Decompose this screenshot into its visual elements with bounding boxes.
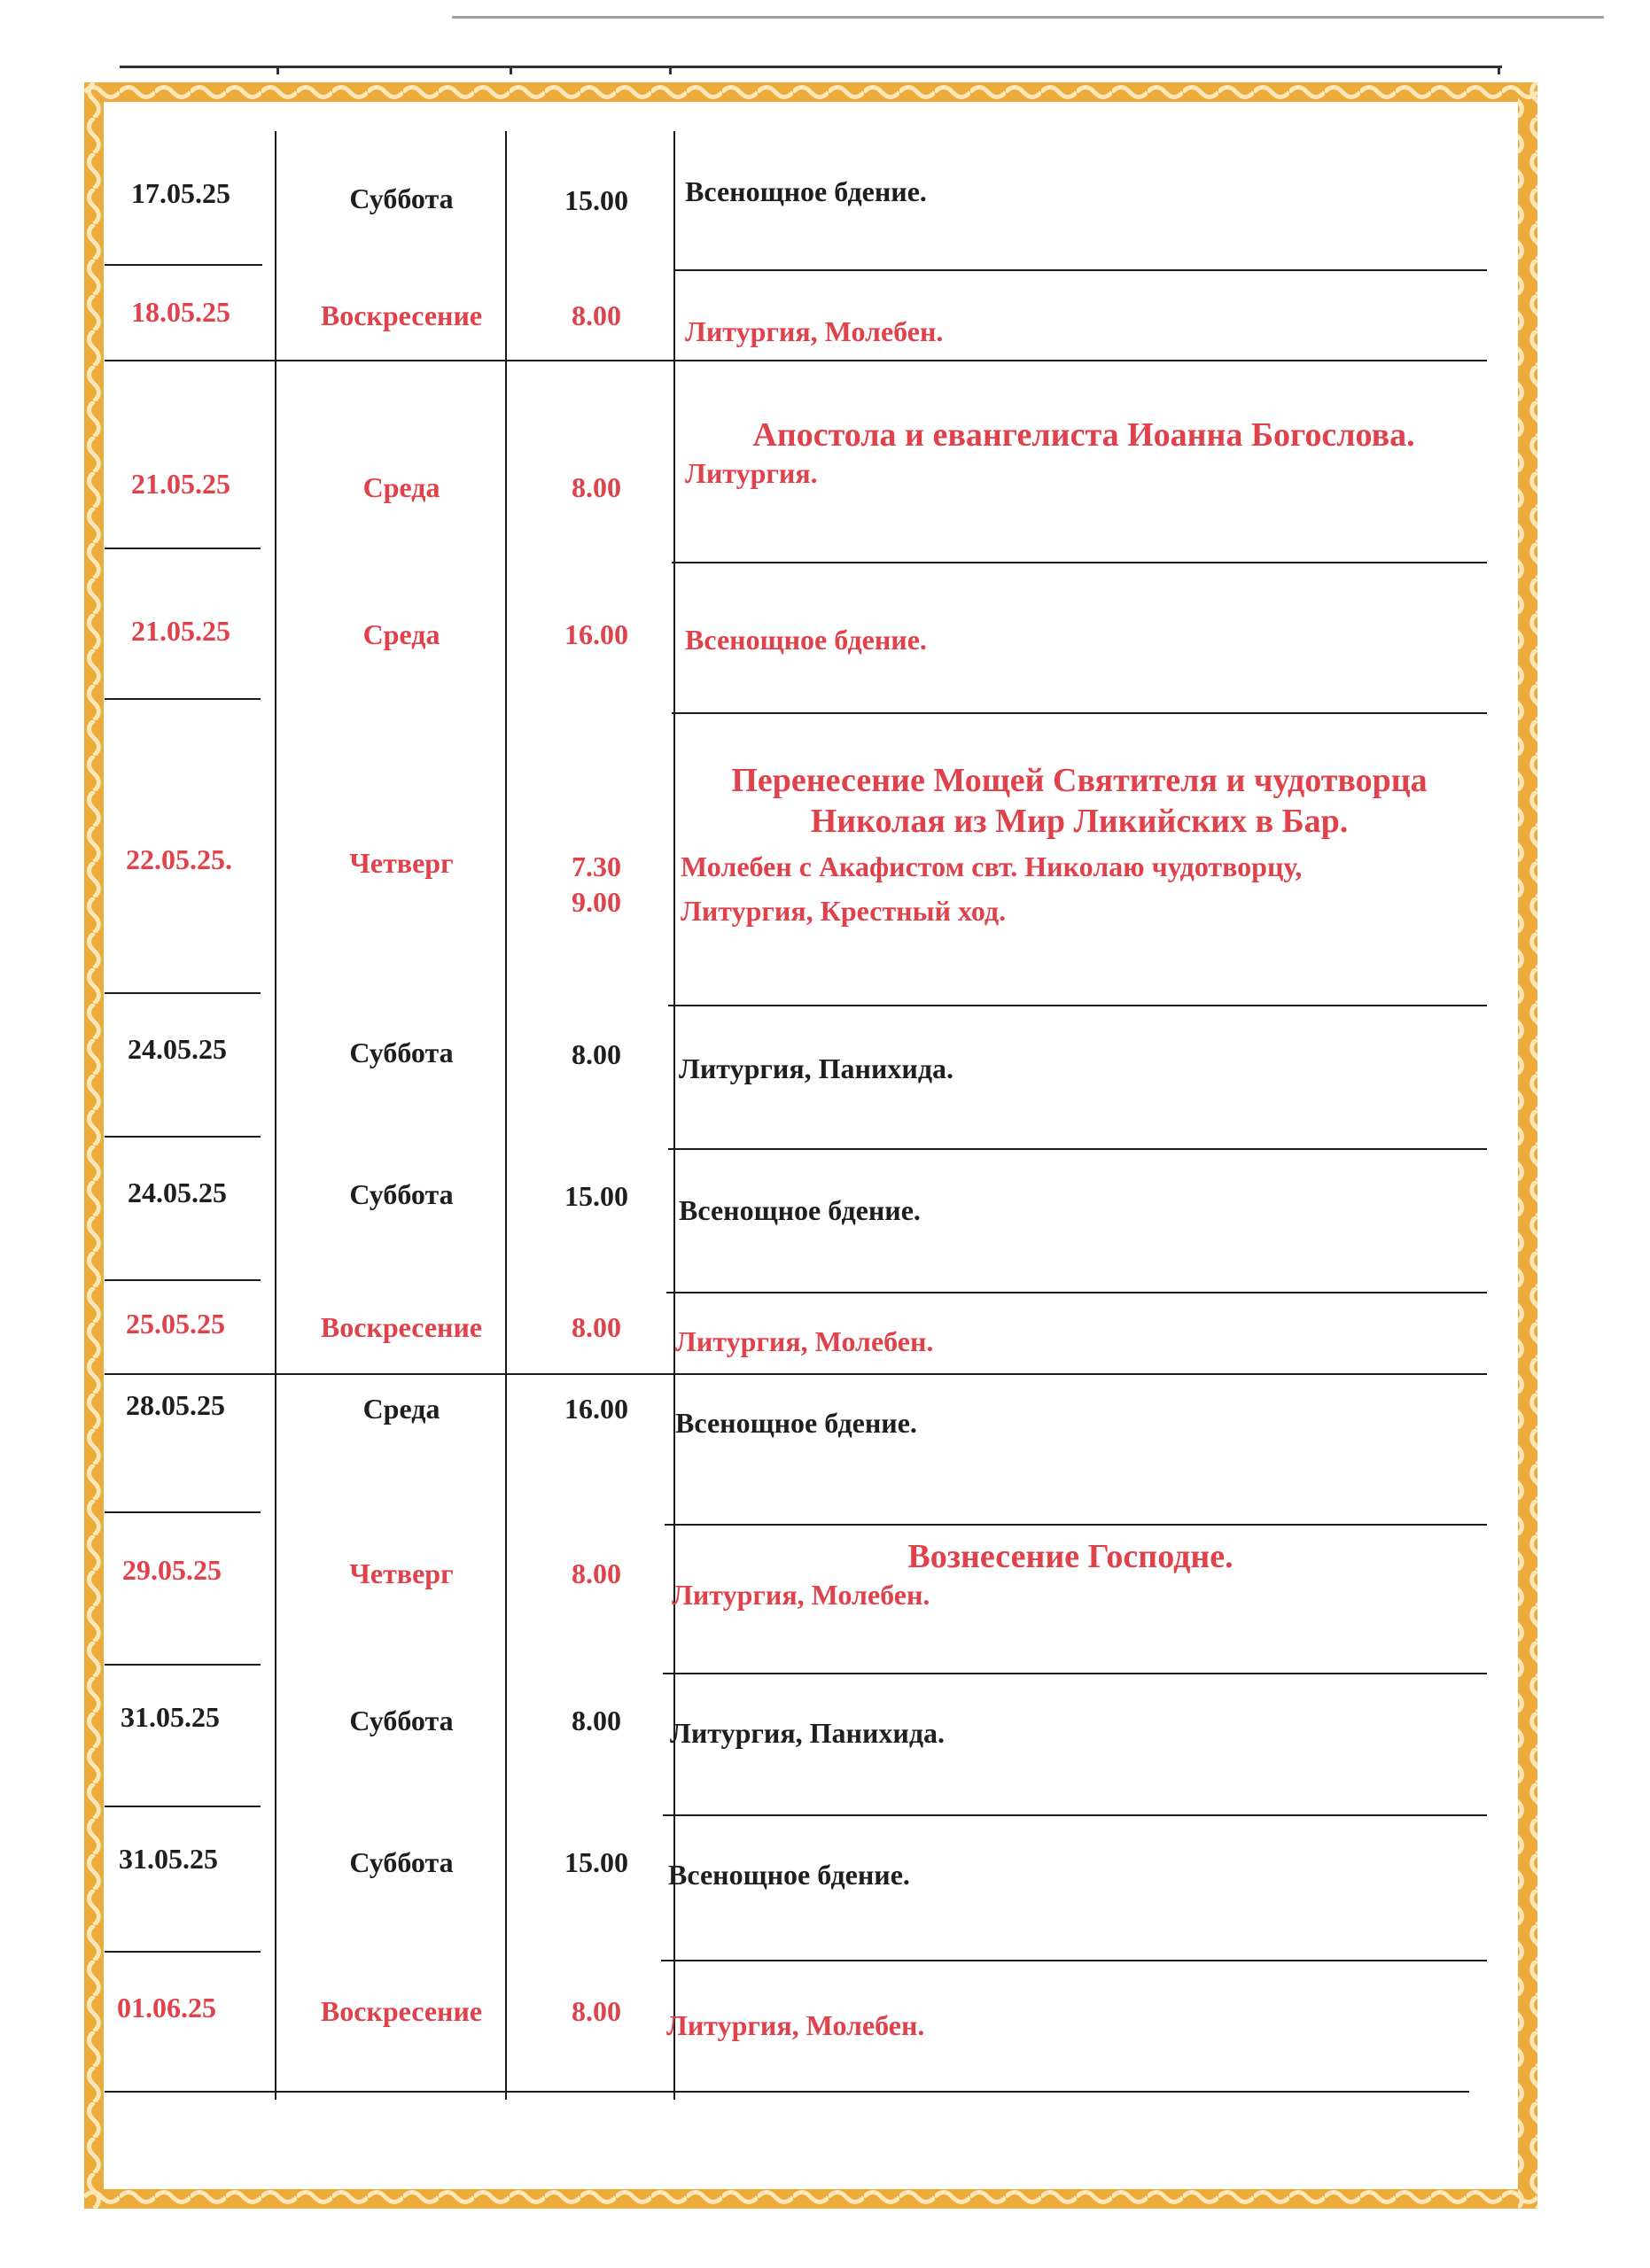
time-cell: 15.00 [564,184,628,216]
feast-title-line2: Николая из Мир Ликийских в Бар. [810,803,1349,840]
weekday-cell: Воскресение [320,1995,483,2027]
weekday-cell: Суббота [349,1846,454,1878]
table-row [105,707,1487,999]
time-cell: 8.00 [572,1557,621,1589]
feast-title: Перенесение Мощей Святителя и чудотворца [731,762,1428,799]
row-divider [105,1806,261,1807]
table-row [105,1283,1487,1380]
time-cell [512,849,681,920]
table-row [105,1518,1487,1669]
table-row [105,131,1487,264]
weekday-cell: Среда [362,1393,440,1425]
service-cell [681,760,1478,928]
date-cell: 22.05.25. [126,843,232,875]
table-row [105,1667,1487,1809]
row-divider [105,1951,261,1953]
date-cell: 24.05.25 [128,1033,227,1065]
service-cell: Всенощное бдение. [675,1407,917,1439]
date-cell: 21.05.25 [131,615,230,647]
service-description: Литургия. [685,457,818,489]
scan-tick [669,66,672,74]
row-divider [105,2091,1469,2093]
row-divider [105,698,261,700]
service-schedule-table [105,131,1487,2098]
time-cell: 16.00 [564,1393,628,1425]
weekday-cell: Четверг [349,847,454,879]
row-divider [105,548,261,549]
date-cell: 31.05.25 [119,1843,218,1875]
table-row [105,555,1487,705]
date-cell: 21.05.25 [131,468,230,500]
time-cell: 8.00 [572,1038,621,1070]
table-top-edge [120,66,1502,68]
date-cell: 18.05.25 [131,296,230,328]
weekday-cell: Воскресение [320,299,483,331]
weekday-cell: Воскресение [320,1311,483,1343]
time-cell: 8.00 [572,1995,621,2027]
row-divider [105,992,261,994]
service-cell: Литургия, Панихида. [670,1717,946,1749]
weekday-cell: Среда [362,471,440,503]
time-second: 9.00 [572,886,621,918]
service-cell: Всенощное бдение. [668,1859,910,1891]
service-cell: Всенощное бдение. [685,624,927,656]
table-row [105,1141,1487,1283]
date-cell: 24.05.25 [128,1177,227,1208]
service-cell: Литургия, Панихида. [679,1052,954,1084]
time-cell: 8.00 [572,1311,621,1343]
date-cell: 17.05.25 [131,177,230,209]
weekday-cell: Четверг [349,1557,454,1589]
time-cell: 15.00 [564,1846,628,1878]
time-cell: 15.00 [564,1180,628,1212]
service-cell: Литургия, Молебен. [666,2009,925,2041]
service-description: Молебен с Акафистом свт. Николаю чудотворцу, [681,850,1303,882]
table-row [105,360,1487,555]
feast-title: Апостола и евангелиста Иоанна Богослова. [752,416,1415,454]
service-cell: Литургия, Молебен. [685,315,944,347]
feast-title: Вознесение Господне. [907,1538,1234,1575]
time-cell: 8.00 [572,471,621,503]
weekday-cell: Суббота [349,1178,454,1210]
row-divider [105,1511,261,1513]
date-cell: 01.06.25 [117,1992,216,2023]
weekday-cell: Суббота [349,1037,454,1068]
time-cell: 8.00 [572,1705,621,1736]
scan-tick [510,66,512,74]
date-cell: 28.05.25 [126,1389,225,1421]
row-divider [105,1664,261,1666]
date-cell: 31.05.25 [121,1701,220,1733]
weekday-cell: Суббота [349,1705,454,1736]
service-cell [672,1536,1469,1612]
scan-tick [276,66,279,74]
table-row [105,1375,1487,1517]
service-cell [685,415,1483,491]
scan-tick [1498,66,1500,74]
service-description-line2: Литургия, Крестный ход. [681,895,1007,927]
weekday-cell: Суббота [349,183,454,214]
service-cell: Всенощное бдение. [679,1194,921,1226]
table-row [105,999,1487,1141]
row-divider [105,1279,261,1281]
scan-edge-line [452,16,1604,19]
weekday-cell: Среда [362,618,440,650]
service-cell: Всенощное бдение. [685,175,927,207]
date-cell: 29.05.25 [122,1554,222,1586]
time-cell: 8.00 [572,299,621,331]
service-cell: Литургия, Молебен. [675,1325,934,1357]
time-cell: 16.00 [564,618,628,650]
table-row [105,264,1487,361]
time-first: 7.30 [572,850,621,882]
date-cell: 25.05.25 [126,1308,225,1340]
table-row [105,1809,1487,1951]
table-row [105,1954,1487,2096]
row-divider [105,1136,261,1138]
service-description: Литургия, Молебен. [672,1579,930,1611]
